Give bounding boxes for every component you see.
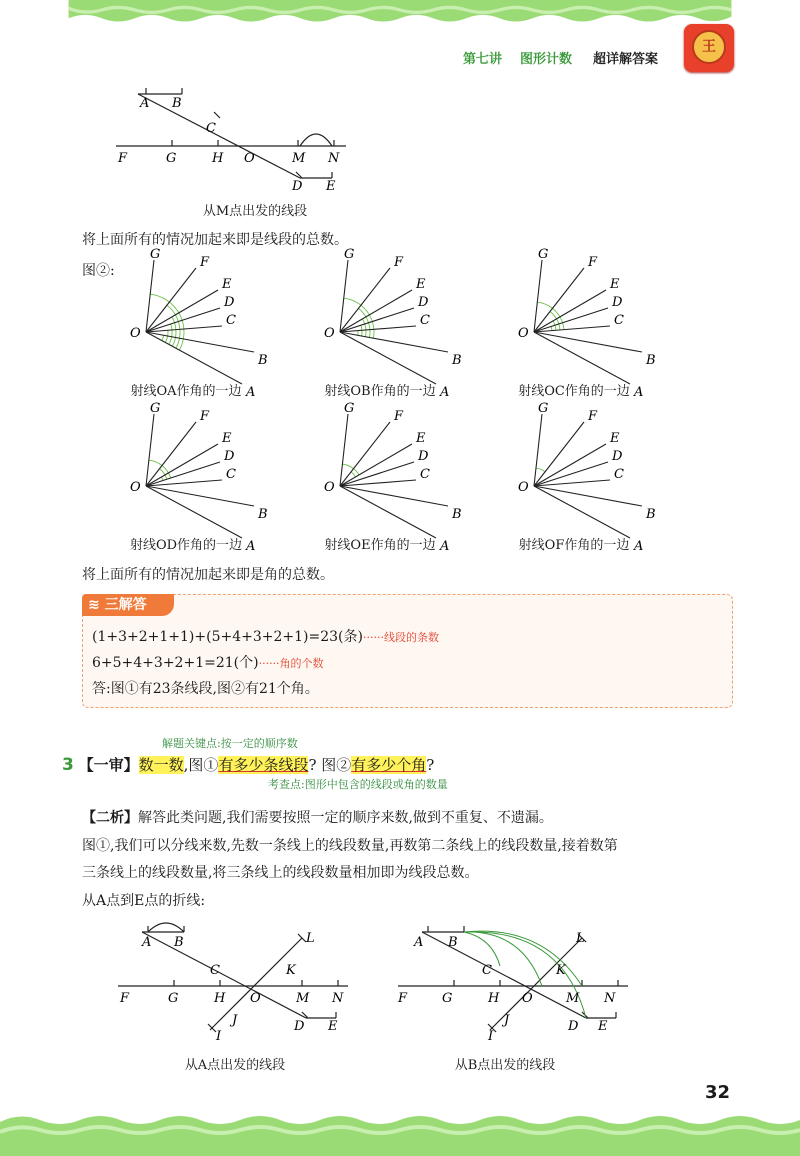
svg-text:H: H bbox=[488, 991, 500, 1006]
svg-text:C: C bbox=[614, 467, 624, 482]
sum-segments-text: 将上面所有的情况加起来即是线段的总数。 bbox=[82, 232, 348, 248]
caption-ray-ob: 射线OB作角的一边 bbox=[324, 384, 436, 399]
caption-from-b: 从B点出发的线段 bbox=[454, 1058, 556, 1073]
page-number: 32 bbox=[704, 1082, 730, 1103]
svg-text:M: M bbox=[296, 991, 310, 1006]
svg-text:O: O bbox=[518, 480, 529, 495]
pt-G: G bbox=[166, 151, 177, 166]
svg-text:B: B bbox=[452, 507, 462, 522]
caption-ray-oc: 射线OC作角的一边 bbox=[518, 384, 630, 399]
header-wave bbox=[0, 0, 800, 58]
fig2-label: 图②: bbox=[82, 263, 115, 279]
caption-ray-oe: 射线OE作角的一边 bbox=[324, 538, 436, 553]
caption-ray-oa: 射线OA作角的一边 bbox=[130, 384, 242, 399]
svg-text:O: O bbox=[130, 480, 141, 495]
svg-text:J: J bbox=[504, 1013, 510, 1028]
svg-text:K: K bbox=[556, 963, 566, 978]
stage-2-label: 【二析】 bbox=[82, 810, 138, 826]
book-badge-icon bbox=[684, 24, 734, 72]
svg-text:O: O bbox=[324, 480, 335, 495]
svg-text:B: B bbox=[174, 935, 184, 950]
svg-text:G: G bbox=[442, 991, 453, 1006]
caption-from-m: 从M点出发的线段 bbox=[202, 204, 308, 219]
problem-end: ? bbox=[426, 756, 435, 774]
svg-text:L: L bbox=[306, 931, 315, 946]
svg-text:F: F bbox=[394, 255, 404, 270]
svg-text:G: G bbox=[538, 247, 549, 262]
problem-mid-2: ? 图② bbox=[308, 756, 352, 774]
svg-text:F: F bbox=[200, 409, 210, 424]
svg-text:B: B bbox=[448, 935, 458, 950]
svg-text:A: A bbox=[634, 539, 644, 554]
answer-line-2-note: ······角的个数 bbox=[258, 657, 324, 670]
svg-text:K: K bbox=[286, 963, 296, 978]
pt-E: E bbox=[326, 179, 336, 194]
footer-wave bbox=[0, 1110, 800, 1156]
pt-B: B bbox=[172, 96, 182, 111]
svg-text:A: A bbox=[634, 385, 644, 400]
svg-text:A: A bbox=[246, 385, 256, 400]
svg-text:C: C bbox=[226, 467, 236, 482]
problem-mid-1: ,图① bbox=[183, 756, 219, 774]
svg-text:O: O bbox=[130, 326, 141, 341]
svg-text:A: A bbox=[142, 935, 152, 950]
svg-text:B: B bbox=[258, 507, 268, 522]
svg-text:F: F bbox=[200, 255, 210, 270]
pt-F: F bbox=[118, 151, 128, 166]
analysis-p2a: 图①,我们可以分线来数,先数一条线上的线段数量,再数第二条线上的线段数量,接着数第 bbox=[82, 838, 618, 854]
svg-text:I: I bbox=[216, 1029, 222, 1044]
caption-ray-of: 射线OF作角的一边 bbox=[518, 538, 630, 553]
answer-tag: ≋ 三解答 bbox=[82, 594, 174, 616]
answer-line-2-formula: 6+5+4+3+2+1=21(个) bbox=[92, 655, 259, 671]
svg-text:C: C bbox=[420, 313, 430, 328]
answer-line-1-note: ······线段的条数 bbox=[362, 631, 439, 644]
pt-M: M bbox=[292, 151, 306, 166]
svg-text:E: E bbox=[328, 1019, 338, 1034]
phrase-count: 数一数 bbox=[138, 756, 184, 774]
svg-text:D: D bbox=[418, 295, 429, 310]
answer-line-3: 答:图①有23条线段,图②有21个角。 bbox=[92, 681, 319, 697]
svg-text:C: C bbox=[420, 467, 430, 482]
svg-text:C: C bbox=[482, 963, 492, 978]
svg-text:F: F bbox=[588, 409, 598, 424]
figure-from-m bbox=[110, 82, 360, 194]
svg-text:O: O bbox=[250, 991, 261, 1006]
pt-O: O bbox=[244, 151, 255, 166]
svg-text:H: H bbox=[214, 991, 226, 1006]
caption-ray-od: 射线OD作角的一边 bbox=[129, 538, 243, 553]
svg-text:N: N bbox=[332, 991, 344, 1006]
svg-text:C: C bbox=[210, 963, 220, 978]
svg-text:F: F bbox=[394, 409, 404, 424]
svg-text:G: G bbox=[150, 247, 161, 262]
svg-text:G: G bbox=[344, 401, 355, 416]
svg-text:F: F bbox=[120, 991, 130, 1006]
svg-text:D: D bbox=[568, 1019, 579, 1034]
svg-text:G: G bbox=[344, 247, 355, 262]
svg-text:B: B bbox=[452, 353, 462, 368]
pt-N: N bbox=[328, 151, 340, 166]
svg-text:E: E bbox=[610, 431, 620, 446]
svg-text:F: F bbox=[588, 255, 598, 270]
badge-emblem: 王 bbox=[692, 30, 726, 64]
figure-from-b bbox=[392, 918, 642, 1044]
header-book: 超详解答案 bbox=[593, 52, 659, 67]
pt-C: C bbox=[206, 121, 216, 136]
svg-text:F: F bbox=[398, 991, 408, 1006]
analysis-p2b: 三条线上的线段数量,将三条线上的线段数量相加即为线段总数。 bbox=[82, 865, 479, 881]
svg-text:A: A bbox=[246, 539, 256, 554]
svg-text:E: E bbox=[222, 277, 232, 292]
stage-1-label: 【一审】 bbox=[78, 756, 139, 774]
svg-text:B: B bbox=[258, 353, 268, 368]
svg-text:D: D bbox=[418, 449, 429, 464]
svg-text:J: J bbox=[232, 1013, 238, 1028]
svg-text:B: B bbox=[646, 353, 656, 368]
analysis-p1-line bbox=[82, 807, 553, 827]
svg-text:N: N bbox=[604, 991, 616, 1006]
svg-text:E: E bbox=[222, 431, 232, 446]
svg-text:O: O bbox=[522, 991, 533, 1006]
answer-tag-label: 三解答 bbox=[104, 597, 147, 613]
analysis-p1: 解答此类问题,我们需要按照一定的顺序来数,做到不重复、不遗漏。 bbox=[138, 810, 553, 826]
svg-text:L: L bbox=[576, 931, 585, 946]
header-lecture: 第七讲 bbox=[463, 52, 503, 67]
figure-from-a bbox=[112, 918, 362, 1044]
svg-text:D: D bbox=[612, 295, 623, 310]
svg-text:B: B bbox=[646, 507, 656, 522]
svg-text:G: G bbox=[150, 401, 161, 416]
svg-text:M: M bbox=[566, 991, 580, 1006]
svg-text:A: A bbox=[440, 385, 450, 400]
svg-text:E: E bbox=[416, 431, 426, 446]
svg-text:D: D bbox=[224, 295, 235, 310]
note-test-point: 考查点:图形中包含的线段或角的数量 bbox=[268, 778, 448, 791]
pt-D: D bbox=[292, 179, 303, 194]
sum-angles-text: 将上面所有的情况加起来即是角的总数。 bbox=[82, 567, 334, 583]
svg-text:O: O bbox=[324, 326, 335, 341]
phrase-angles: 有多少个角 bbox=[351, 756, 427, 774]
caption-from-a: 从A点出发的线段 bbox=[184, 1058, 286, 1073]
answer-line-1-formula: (1+3+2+1+1)+(5+4+3+2+1)=23(条) bbox=[92, 629, 363, 645]
svg-text:C: C bbox=[614, 313, 624, 328]
header-topic: 图形计数 bbox=[520, 52, 573, 67]
svg-text:D: D bbox=[294, 1019, 305, 1034]
svg-text:C: C bbox=[226, 313, 236, 328]
pt-A: A bbox=[140, 96, 150, 111]
svg-text:G: G bbox=[168, 991, 179, 1006]
svg-text:I: I bbox=[488, 1029, 494, 1044]
phrase-segments: 有多少条线段 bbox=[218, 756, 309, 774]
svg-text:A: A bbox=[414, 935, 424, 950]
answer-line-2 bbox=[92, 652, 324, 672]
pt-H: H bbox=[212, 151, 224, 166]
svg-text:A: A bbox=[440, 539, 450, 554]
note-key-point: 解题关键点:按一定的顺序数 bbox=[162, 737, 298, 750]
answer-line-1 bbox=[92, 626, 439, 646]
svg-text:G: G bbox=[538, 401, 549, 416]
svg-text:E: E bbox=[598, 1019, 608, 1034]
svg-text:D: D bbox=[224, 449, 235, 464]
problem-number: 3 bbox=[62, 755, 74, 775]
svg-text:D: D bbox=[612, 449, 623, 464]
svg-text:O: O bbox=[518, 326, 529, 341]
svg-text:E: E bbox=[610, 277, 620, 292]
problem-line bbox=[62, 754, 434, 775]
analysis-p3: 从A点到E点的折线: bbox=[82, 893, 206, 909]
svg-text:E: E bbox=[416, 277, 426, 292]
